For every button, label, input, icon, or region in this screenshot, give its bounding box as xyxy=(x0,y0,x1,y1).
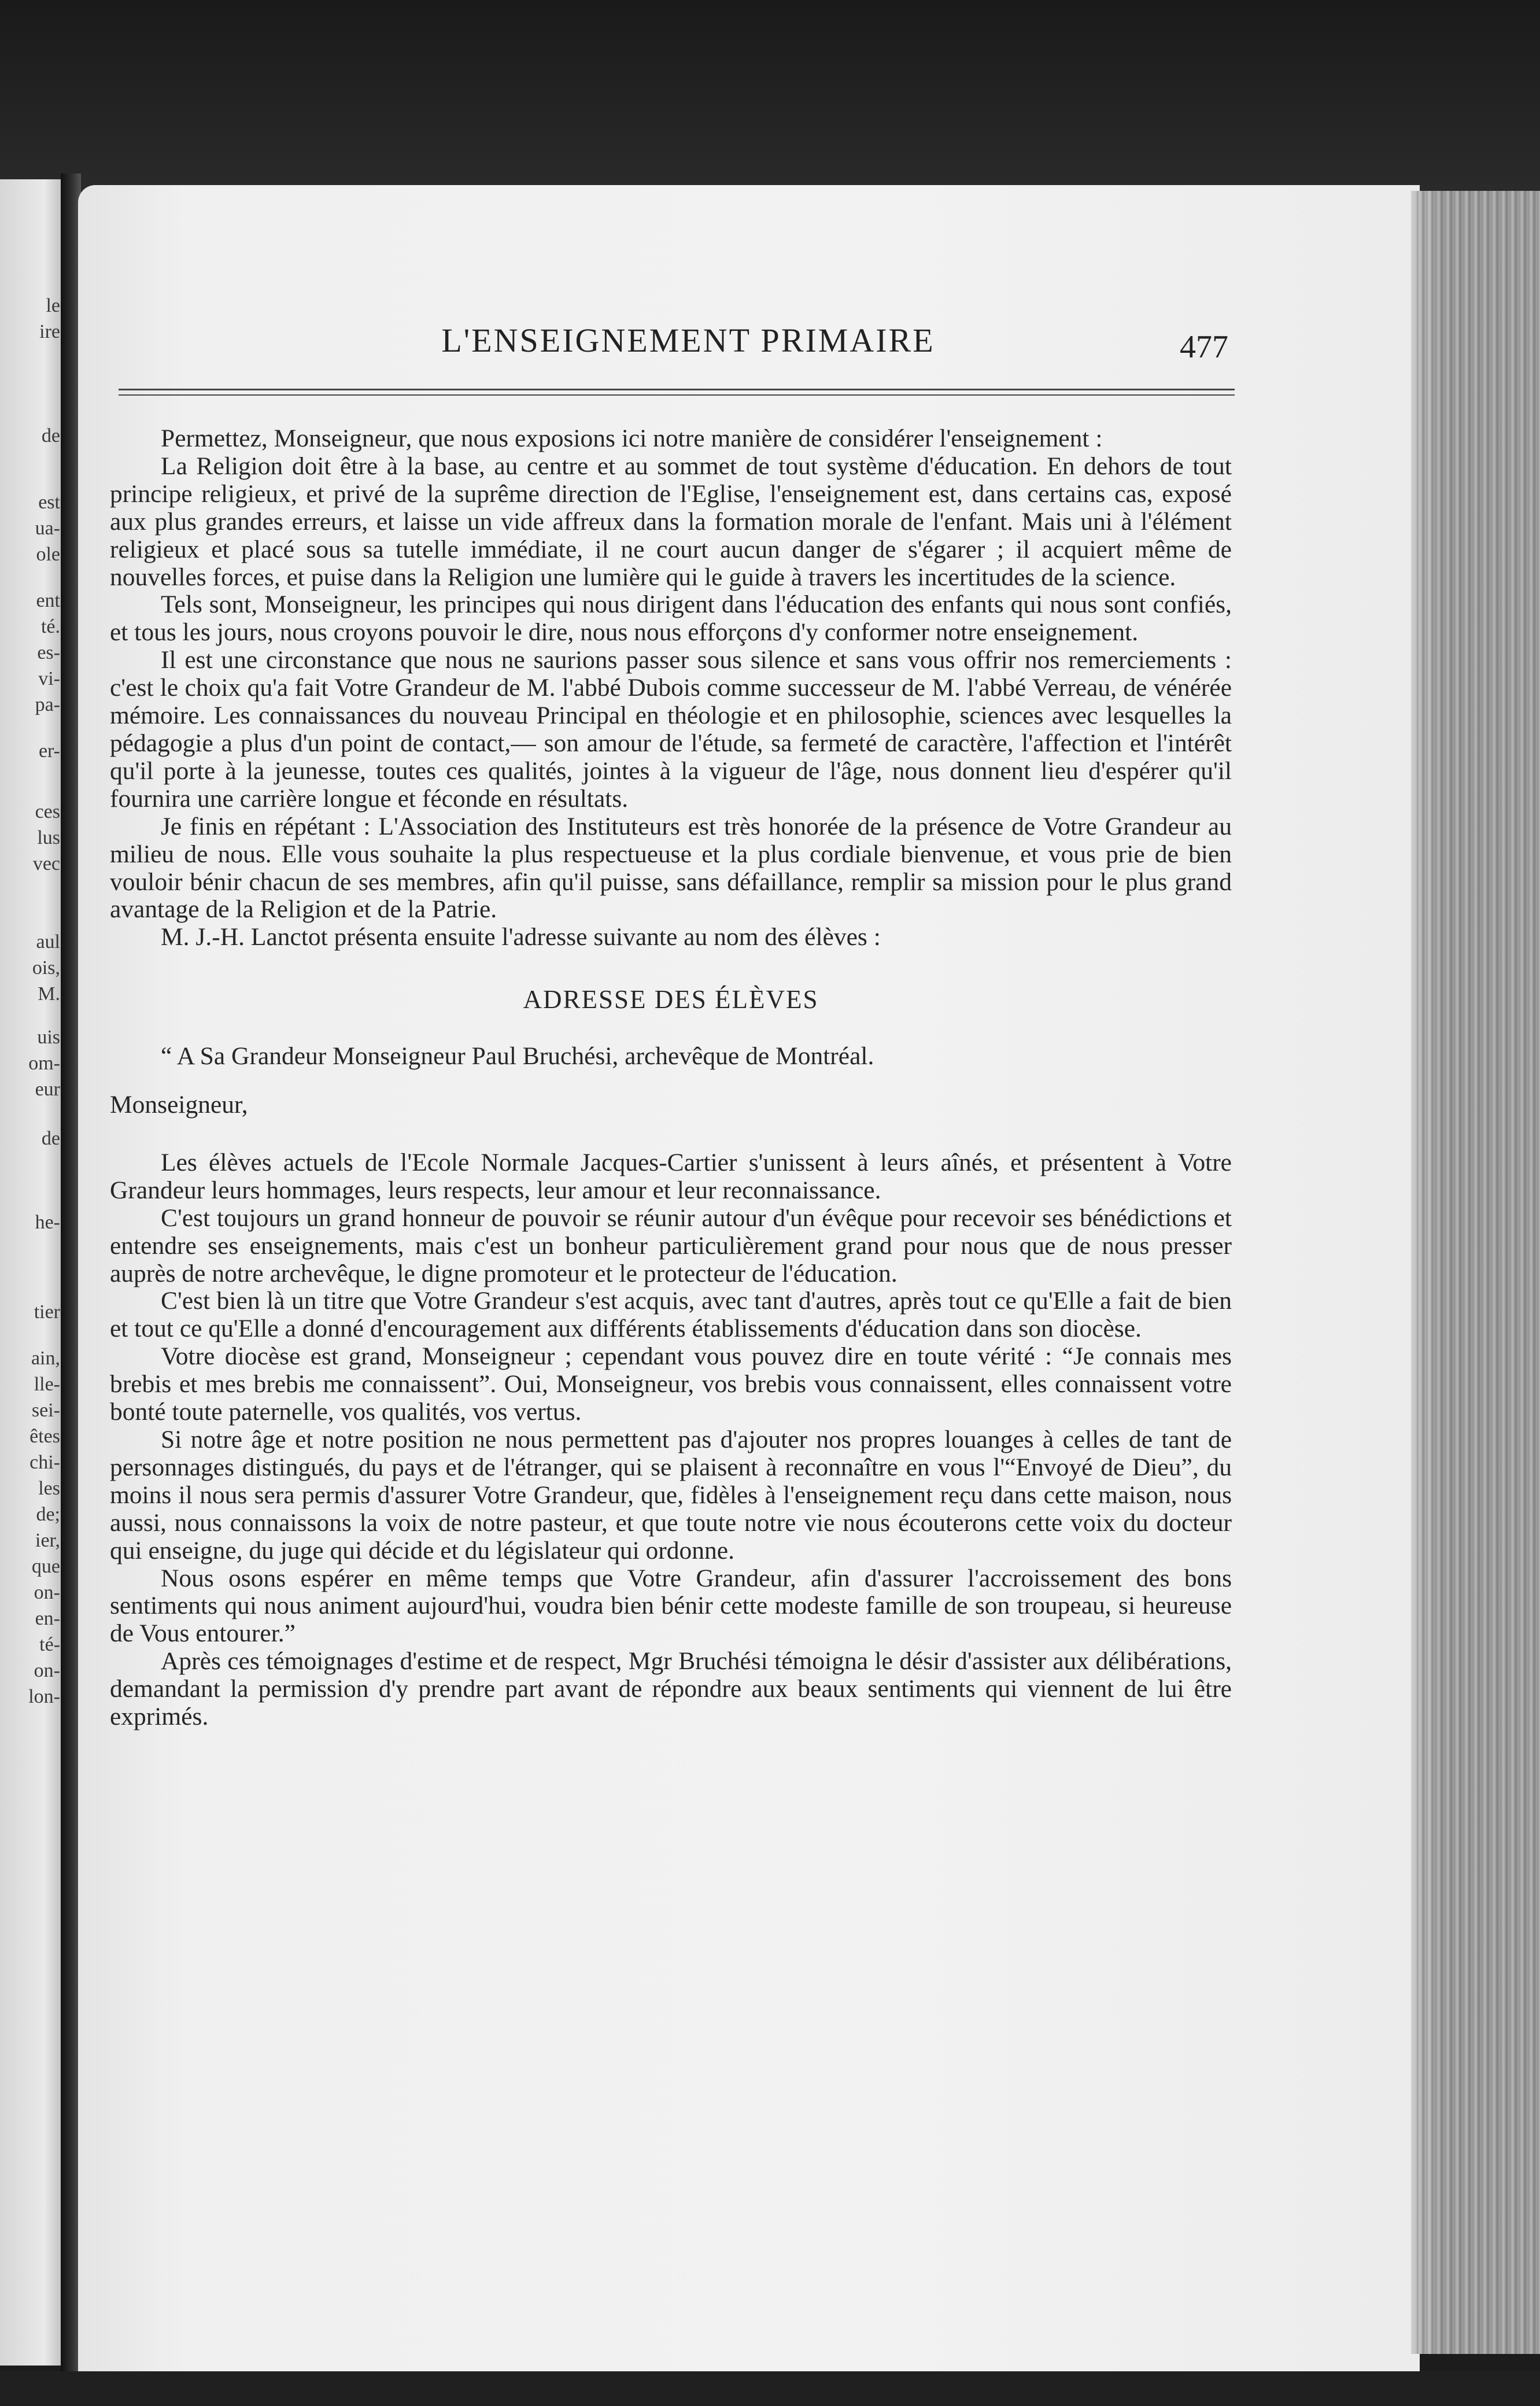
facing-page-fragment-text: ier, xyxy=(35,1530,60,1551)
facing-page-fragment-text: M. xyxy=(38,983,60,1005)
facing-page-fragment-text: om- xyxy=(28,1053,60,1074)
paragraph: Permettez, Monseigneur, que nous exposions ici notre manière de considérer l'enseignement : xyxy=(161,425,1103,452)
running-header-title: L'ENSEIGNEMENT PRIMAIRE xyxy=(441,322,935,359)
paragraph: M. J.-H. Lanctot présenta ensuite l'adresse suivante au nom des élèves : xyxy=(161,923,881,951)
facing-page-fragment-text: lon- xyxy=(28,1686,60,1707)
facing-page-fragment-text: tier xyxy=(34,1301,60,1323)
facing-page-fragment-text: ole xyxy=(36,544,60,565)
facing-page-fragment-text: aul xyxy=(36,931,60,953)
scan-bottom-border xyxy=(0,2371,1540,2406)
facing-page-fragment-text: vec xyxy=(32,853,60,874)
paragraph: La Religion doit être à la base, au centre et au sommet de tout système d'éducation. En dehors de tout principe religieux, et privé de la suprême direction de l'Eglise, l'enseignement est, dans certains cas, exposé aux plus grandes erreurs, et laisse un vide affreux dans la formation morale de l'enfant. Mais uni à l'élément religieux et placé sous sa tutelle immédiate, il ne court aucun danger de s'égarer ; il acquiert même de nouvelles forces, et puise dans la Religion une lumière qui le guide à travers les incertitudes de la science. xyxy=(110,452,1232,591)
facing-page-fragment-text: he- xyxy=(35,1212,60,1233)
paragraph: Il est une circonstance que nous ne saurions passer sous silence et sans vous offrir nos remerciements : c'est le choix qu'a fait Votre Grandeur de M. l'abbé Dubois comme successeur de M. l'abbé Verreau, de vénérée mémoire. Les connaissances du nouveau Principal en théologie et en philosophie, sciences avec lesquelles la pédagogie a plus d'un point de contact,— son amour de l'étude, sa fermeté de caractère, l'affection et l'intérêt qu'il porte à la jeunesse, toutes ces qualités, jointes à la vigueur de l'âge, nous donnent lieu d'espérer qu'il fournira une carrière longue et féconde en résultats. xyxy=(110,646,1232,813)
facing-page-fragment-text: ces xyxy=(35,801,60,822)
facing-page-fragment-text: que xyxy=(31,1556,60,1577)
facing-page-fragment-text: ua- xyxy=(35,518,60,539)
paragraph: Tels sont, Monseigneur, les principes qui nous dirigent dans l'éducation des enfants qui nous sont confiés, et tous les jours, nous croyons pouvoir le dire, nous nous efforçons d'y conformer notre enseignement. xyxy=(110,591,1232,647)
paragraph: Les élèves actuels de l'Ecole Normale Jacques-Cartier s'unissent à leurs aînés, et présentent à Votre Grandeur leurs hommages, leurs respects, leur amour et leur reconnaissance. xyxy=(110,1148,1232,1204)
page-stack-edge xyxy=(1417,191,1540,2354)
paragraph: Après ces témoignages d'estime et de respect, Mgr Bruchési témoigna le désir d'assister aux délibérations, demandant la permission d'y prendre part avant de répondre aux beaux sentiments qui viennent de lui être exprimés. xyxy=(110,1647,1232,1731)
facing-page-fragment-text: lus xyxy=(37,827,60,848)
section-heading: ADRESSE DES ÉLÈVES xyxy=(523,985,819,1014)
facing-page-fragment-text: er- xyxy=(38,740,60,762)
paragraph: Votre diocèse est grand, Monseigneur ; cependant vous pouvez dire en toute vérité : “Je connais mes brebis et mes brebis me connaissent”. Oui, Monseigneur, vos brebis vous connaissent, elles connaissent votre bonté toute paternelle, vos qualités, vos vertus. xyxy=(110,1342,1232,1426)
paragraph: C'est bien là un titre que Votre Grandeur s'est acquis, avec tant d'autres, après tout ce qu'Elle a fait de bien et tout ce qu'Elle a donné d'encouragement aux différents établissements d'éducation dans son diocèse. xyxy=(110,1287,1232,1343)
facing-page-fragment-text: pa- xyxy=(35,694,60,715)
facing-page-fragment-text: en- xyxy=(35,1608,60,1629)
facing-page-fragment-text: les xyxy=(38,1478,60,1499)
header-rule-top xyxy=(119,389,1235,390)
paragraph: C'est toujours un grand honneur de pouvoir se réunir autour d'un évêque pour recevoir ses bénédictions et entendre ses enseignements, mais c'est un bonheur particulièrement grand pour nous que de nous presser auprès de notre archevêque, le digne promoteur et le protecteur de l'éducation. xyxy=(110,1204,1232,1287)
facing-page-fragment-text: est xyxy=(38,492,60,513)
paragraph: Nous osons espérer en même temps que Votre Grandeur, afin d'assurer l'accroissement des bons sentiments qui nous animent aujourd'hui, voudra bien bénir cette modeste famille de son troupeau, si heureuse de Vous entourer.” xyxy=(110,1564,1232,1648)
facing-page-fragment-text: êtes xyxy=(29,1426,60,1447)
facing-page-fragment-text: lle- xyxy=(34,1374,60,1395)
facing-page-fragment-text: eur xyxy=(35,1079,60,1100)
page-body xyxy=(110,425,1232,1731)
facing-page-fragment-text: ain, xyxy=(31,1348,60,1369)
facing-page-fragment-text: on- xyxy=(34,1582,60,1603)
page-number: 477 xyxy=(1180,329,1228,365)
facing-page-fragment-text: es- xyxy=(37,642,60,663)
header-rule-bottom xyxy=(119,394,1235,396)
address-recipient: “ A Sa Grandeur Monseigneur Paul Bruchési, archevêque de Montréal. xyxy=(161,1042,874,1071)
salutation: Monseigneur, xyxy=(110,1091,248,1119)
facing-page-fragment-text: de; xyxy=(36,1504,60,1525)
paragraph: Je finis en répétant : L'Association des Instituteurs est très honorée de la présence de Votre Grandeur au milieu de nous. Elle vous souhaite la plus respectueuse et la plus cordiale bienvenue, et vous prie de bien vouloir bénir chacun de ses membres, afin qu'il puisse, sans défaillance, remplir sa mission pour le plus grand avantage de la Religion et de la Patrie. xyxy=(110,812,1232,924)
facing-page-fragment-text: ire xyxy=(39,321,60,342)
facing-page-fragment-text: on- xyxy=(34,1660,60,1681)
scan-top-border xyxy=(0,0,1540,191)
paragraph: Si notre âge et notre position ne nous permettent pas d'ajouter nos propres louanges à celles de tant de personnages distingués, du pays et de l'étranger, qui se plaisent à reconnaître en vous l'“Envoyé de Dieu”, du moins il nous sera permis d'assurer Votre Grandeur, que, fidèles à l'enseignement reçu dans cette maison, nous aussi, nous connaissons la voix de notre pasteur, et que toute notre vie nous écouterons cette voix du docteur qui enseigne, du juge qui décide et du législateur qui ordonne. xyxy=(110,1426,1232,1564)
facing-page-fragment-text: chi- xyxy=(29,1452,60,1473)
facing-page-fragment-text: ent xyxy=(36,590,60,611)
facing-page-fragment-text: uis xyxy=(37,1027,60,1048)
facing-page-fragment-text: de xyxy=(41,1128,60,1149)
facing-page-fragment-text: té- xyxy=(39,1634,60,1655)
facing-page-fragment-text: ois, xyxy=(32,957,60,979)
facing-page-fragment-text: té. xyxy=(40,616,60,637)
facing-page-fragment-text: de xyxy=(41,425,60,446)
facing-page-fragment-text: le xyxy=(46,295,60,316)
facing-page-fragment xyxy=(0,179,64,2366)
facing-page-fragment-text: vi- xyxy=(38,668,60,689)
facing-page-fragment-text: sei- xyxy=(31,1400,60,1421)
